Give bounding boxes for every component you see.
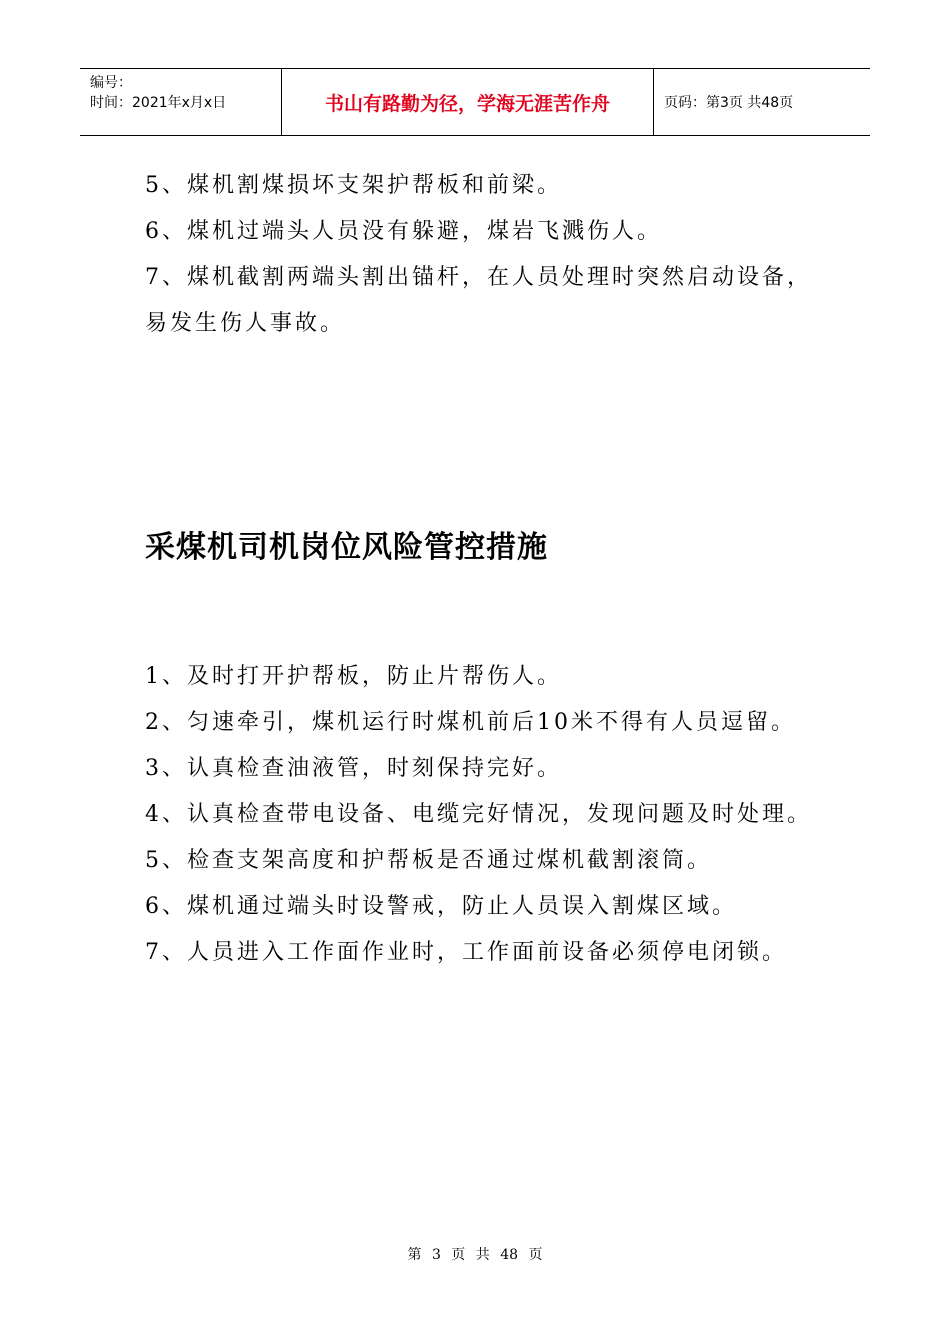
measures-list bbox=[145, 654, 815, 976]
header-meta bbox=[80, 69, 282, 135]
header-page-info: 页码：第3页 共48页 bbox=[664, 95, 794, 111]
page-footer: 第 3 页 共 48 页 bbox=[407, 1247, 543, 1263]
hazard-list-continued bbox=[145, 163, 815, 347]
measure-item: 7、人员进入工作面作业时，工作面前设备必须停电闭锁。 bbox=[145, 940, 787, 965]
header-date: 时间：2021年x月x日 bbox=[90, 95, 227, 111]
section-title: 采煤机司机岗位风险管控措施 bbox=[145, 530, 548, 565]
measure-item: 1、及时打开护帮板，防止片帮伤人。 bbox=[145, 664, 562, 689]
hazard-item: 6、煤机过端头人员没有躲避，煤岩飞溅伤人。 bbox=[145, 219, 662, 244]
measure-item: 3、认真检查油液管，时刻保持完好。 bbox=[145, 756, 562, 781]
measure-item: 4、认真检查带电设备、电缆完好情况，发现问题及时处理。 bbox=[145, 802, 812, 827]
measure-item: 6、煤机通过端头时设警戒，防止人员误入割煤区域。 bbox=[145, 894, 737, 919]
header-number-label: 编号： bbox=[90, 75, 132, 91]
page-header bbox=[80, 68, 870, 136]
hazard-item: 5、煤机割煤损坏支架护帮板和前梁。 bbox=[145, 173, 562, 198]
header-motto: 书山有路勤为径，学海无涯苦作舟 bbox=[282, 69, 654, 135]
measure-item: 2、匀速牵引，煤机运行时煤机前后10米不得有人员逗留。 bbox=[145, 710, 796, 735]
hazard-item: 7、煤机截割两端头割出锚杆，在人员处理时突然启动设备，易发生伤人事故。 bbox=[145, 265, 812, 336]
measure-item: 5、检查支架高度和护帮板是否通过煤机截割滚筒。 bbox=[145, 848, 712, 873]
